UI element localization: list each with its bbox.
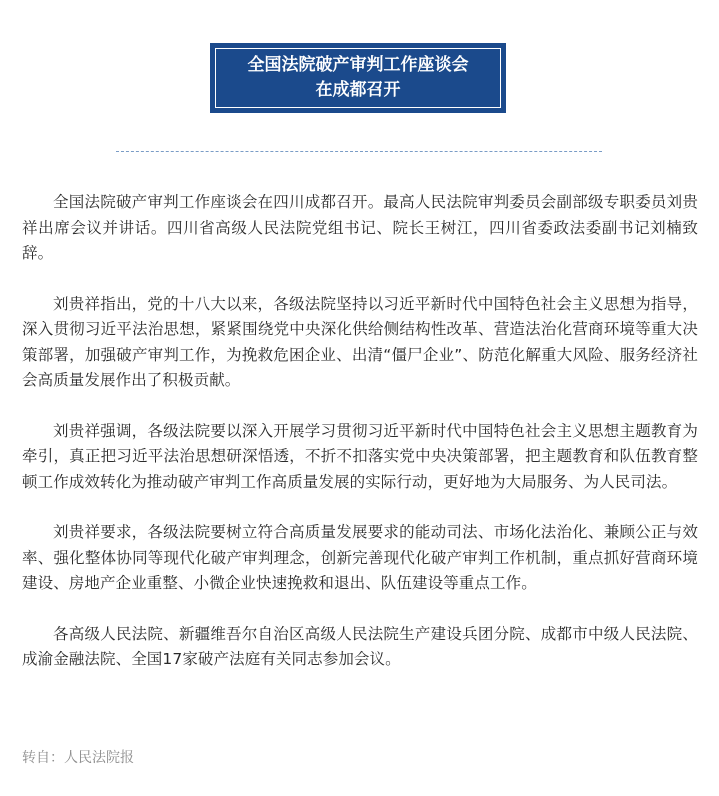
article-body	[22, 190, 698, 673]
paragraph-5: 各高级人民法院、新疆维吾尔自治区高级人民法院生产建设兵团分院、成都市中级人民法院、成渝金融法院、全国17家破产法庭有关同志参加会议。	[22, 624, 698, 668]
paragraph-2: 刘贵祥指出，党的十八大以来，各级法院坚持以习近平新时代中国特色社会主义思想为指导，深入贯彻习近平法治思想，紧紧围绕党中央深化供给侧结构性改革、营造法治化营商环境等重大决策部署，加强破产审判工作，为挽救危困企业、出清“僵尸企业”、防范化解重大风险、服务经济社会高质量发展作出了积极贡献。	[22, 294, 698, 389]
paragraph-3: 刘贵祥强调，各级法院要以深入开展学习贯彻习近平新时代中国特色社会主义思想主题教育为牵引，真正把习近平法治思想研深悟透，不折不扣落实党中央决策部署，把主题教育和队伍教育整顿工作成效转化为推动破产审判工作高质量发展的实际行动，更好地为大局服务、为人民司法。	[22, 421, 698, 491]
paragraph-4: 刘贵祥要求，各级法院要树立符合高质量发展要求的能动司法、市场化法治化、兼顾公正与效率、强化整体协同等现代化破产审判理念，创新完善现代化破产审判工作机制，重点抓好营商环境建设、房地产企业重整、小微企业快速挽救和退出、队伍建设等重点工作。	[22, 523, 698, 592]
dashed-divider	[116, 151, 602, 152]
headline-line-1: 全国法院破产审判工作座谈会	[247, 55, 469, 75]
headline-frame	[215, 48, 501, 108]
source-credit: 转自：人民法院报	[22, 750, 134, 766]
headline-line-2: 在成都召开	[315, 80, 401, 100]
headline-banner	[210, 43, 506, 113]
paragraph-1: 全国法院破产审判工作座谈会在四川成都召开。最高人民法院审判委员会副部级专职委员刘贵祥出席会议并讲话。四川省高级人民法院党组书记、院长王树江，四川省委政法委副书记刘楠致辞。	[22, 193, 698, 262]
